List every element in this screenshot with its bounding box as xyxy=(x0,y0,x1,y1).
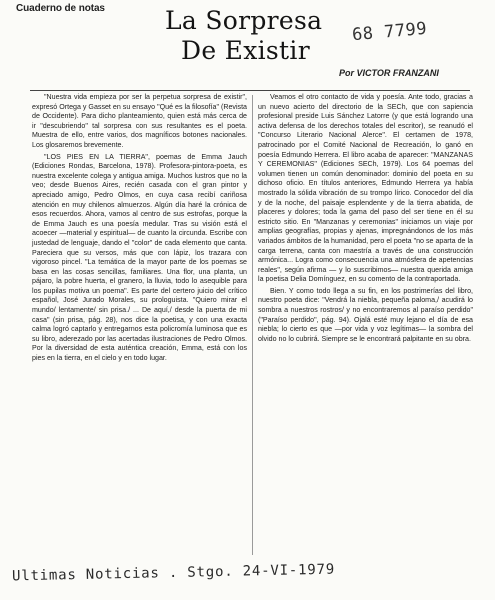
column-divider xyxy=(252,95,253,555)
header-divider xyxy=(30,90,470,91)
author-byline: Por VICTOR FRANZANI xyxy=(339,68,439,78)
left-column xyxy=(32,93,247,558)
right-column xyxy=(258,93,473,558)
left-paragraph-1: "Nuestra vida empieza por ser la perpetua sorpresa de existir", expresó Ortega y Gasset en su ensayo "Qué es la filosofía" (Revista de Occidente). Para dicho planteamiento, quien está más cerca de ir "descubriendo" tal sorpresa con sus resultantes es el poeta. Muestra de ello, entre varios, dos magníficos botones nacionales. Los glosaremos brevemente. xyxy=(32,93,247,149)
right-paragraph-2: Bien. Y como todo llega a su fin, en los postrimerías del libro, nuestro poeta dice: "Vendrá la niebla, pequeña paloma,/ acudirá lo sombra a nuestros rostros/ y no encontraremos al paraíso perdido" ("Paraíso perdido", pág. 94). Ojalá esté muy lejano el día de esa niebla; lo cierto es que —por vida y voz legítimas— la sombra del olvido no lo cubrirá. Siempre se le encontrará palpitante en su obra. xyxy=(258,286,473,343)
handwritten-source-note: Ultimas Noticias . Stgo. 24-VI-1979 xyxy=(11,561,336,585)
left-paragraph-2: "LOS PIES EN LA TIERRA", poemas de Emma Jauch (Ediciones Rondas, Barcelona, 1978). Profesora-pintora-poeta, es nuestra excelente colega y antigua amiga. Muchos lustros que no la veo; desde Buenos Aires, recién casada con el gran pintor y apreciado amigo, Pedro Olmos, en cuya casa recibí cariñosa atención en muy chilenos almuerzos. Algún día haré la crónica de esos recuerdos. Ahora, vamos al centro de sus estrofas, porque la de Emma Jauch es una poesía medular. Tras su visión está el acoecer —material y espiritual— de cuanto la circunda. Escribe con justedad de lenguaje, dando el "color" de cada elemento que canta. Pareciera que su versos, más que con lápiz, los trazara con vigoroso pincel. "La temática de la mayor parte de los poemas se basa en las cosas sencillas, familiares. Una flor, una planta, un pájaro, la pobre huerta, el granero, la lluvia, todo lo asequible para los pupilas motiva un poema". Es parte del certero juicio del crítico español, José Jurado Morales, su prologuista. "Quiero mirar el mundo/ lentamente/ sin prisa./ ... De aquí,/ desde la puerta de mi casa" (sin prisa, pág. 28), nos dice la poetisa, y con una exacta calma logró captarlo y entregarnos esta policromía luminosa que es su libro, aderezado por las acertadas ilustraciones de Pedro Olmos. Por la diversidad de esta auténtica creación, Emma, está con los pies en la tierra, en el cielo y en todo lugar. xyxy=(32,152,247,363)
section-heading: Cuaderno de notas xyxy=(16,3,105,14)
right-paragraph-1: Veamos el otro contacto de vida y poesía. Ante todo, gracias a un nuevo acierto del directorio de la SECh, que con sapiencia profesional preside Luis Sánchez Latorre (y que está logrando una activa defensa de los derechos totales del escritor), se reanudó el "Concurso Literario Nacional Alerce". El certamen de 1978, patrocinado por el Comité Nacional de Recreación, lo ganó en poesía Edmundo Herrera. El libro acaba de aparecer: "MANZANAS Y CEREMONIAS" (Ediciones SECh, 1979). Los 64 poemas del volumen tienen un común denominador: dominio del poeta en su dichoso oficio. En títulos anteriores, Edmundo Herrera ya había mostrado la sólida vibración de su trompo lírico. Conocedor del día y de la noche, del paisaje esplendente y de la tierra abatida, de placeres y dolores; toda la gama del paso del ser tiene en él su estricto sitio. En "Manzanas y ceremonias" iniciamos un viaje por amplias geografías, propias y ajenas, impregnándonos de los más variados ámbitos de la humanidad, pero el poeta "no se aparta de la carga terrena, canta con maestría a través de una construcción armónica... Logra como consecuencia una atmósfera de apetencias reales", según afirma — y lo suscribimos— nuestra querida amiga la poetisa Delia Domínguez, en su comento de la contraportada. xyxy=(258,93,473,284)
handwritten-archive-number: 68 7799 xyxy=(351,18,428,46)
title-line-1: La Sorpresa xyxy=(165,6,323,35)
article-title xyxy=(165,6,322,66)
title-line-2: De Existir xyxy=(181,36,310,65)
